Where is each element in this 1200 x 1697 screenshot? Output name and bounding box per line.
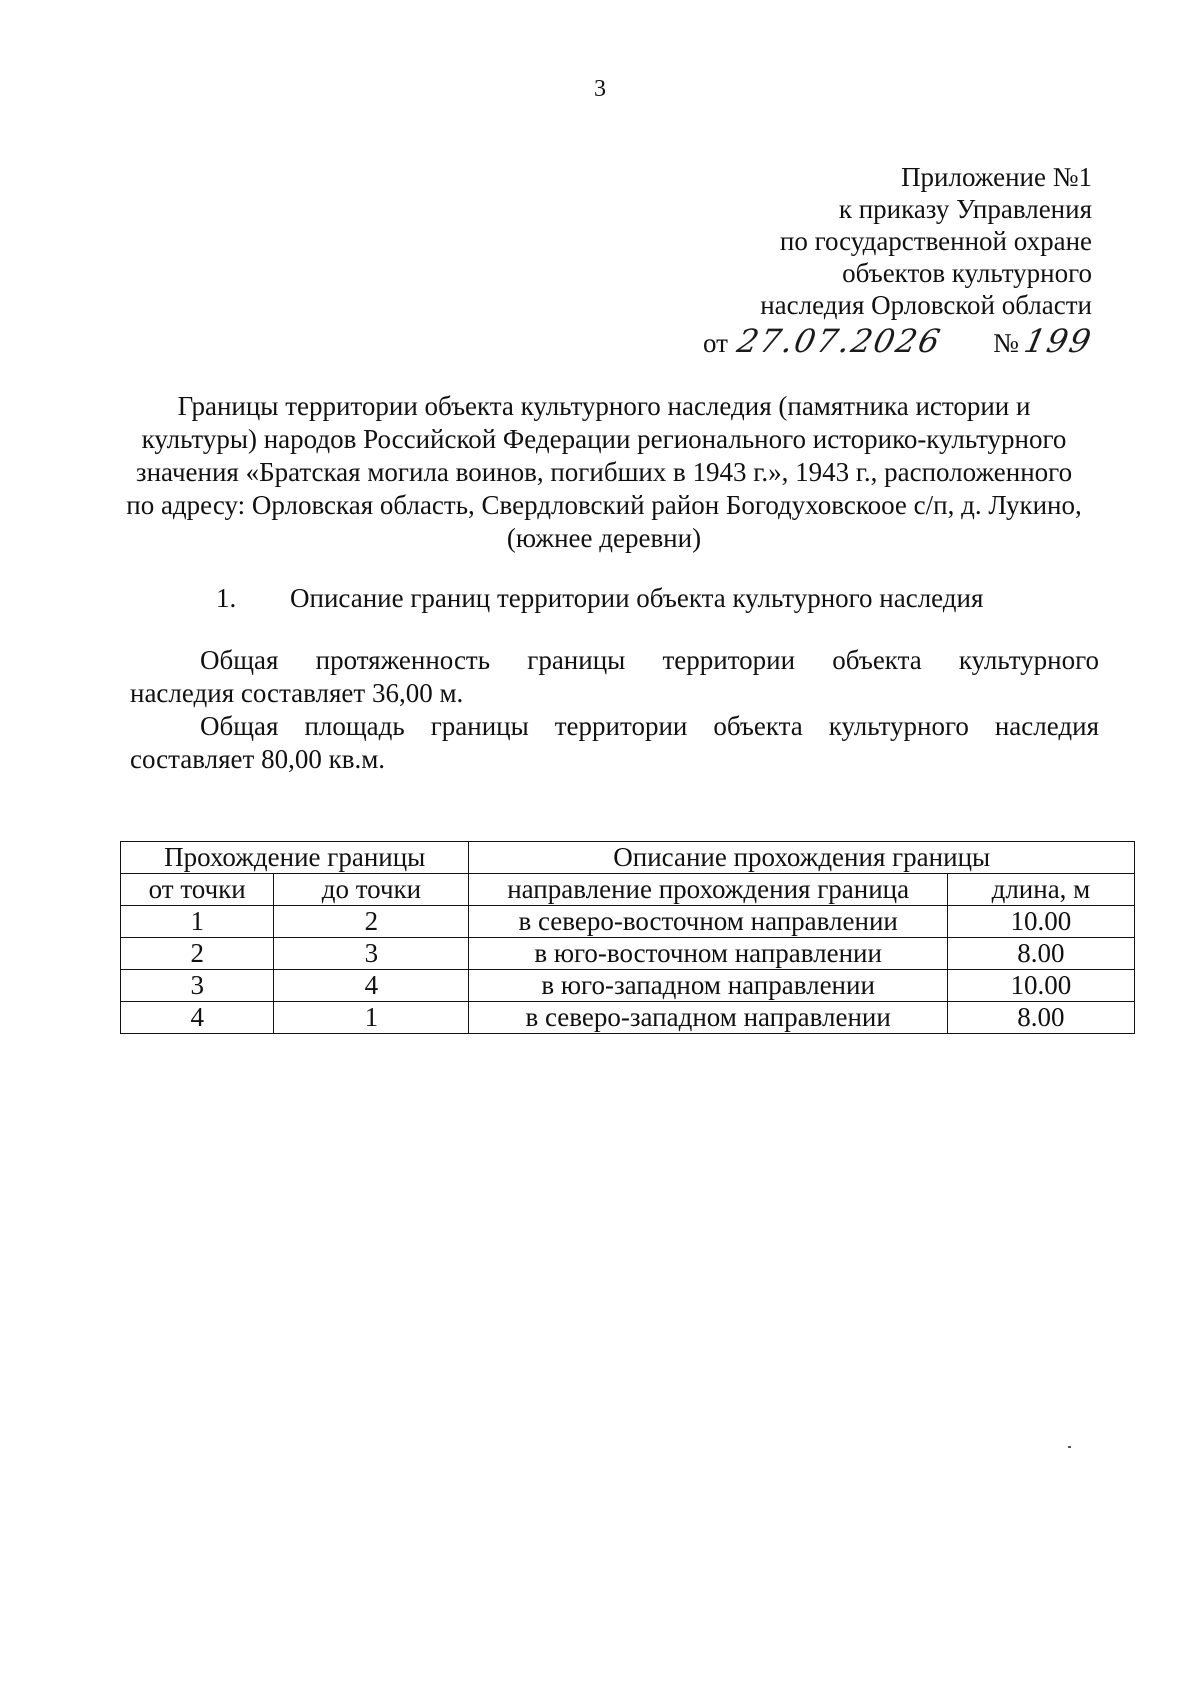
cell-from: 2 <box>121 938 274 970</box>
cell-to: 4 <box>274 970 469 1002</box>
cell-direction: в юго-восточном направлении <box>469 938 947 970</box>
appendix-line-2: к приказу Управления <box>838 194 1092 224</box>
paragraph-length-line1: Общая протяженность границы территории объекта культурного <box>200 645 1099 675</box>
appendix-line-3: по государственной охране <box>779 226 1092 256</box>
cell-length: 8.00 <box>947 1002 1134 1034</box>
cell-length: 10.00 <box>947 970 1134 1002</box>
scan-speck <box>1068 1446 1071 1448</box>
table-row <box>121 970 1135 1002</box>
page-number: 3 <box>594 76 606 102</box>
handwritten-number: 199 <box>1020 322 1097 360</box>
appendix-line-5: наследия Орловской области <box>760 290 1092 320</box>
cell-length: 10.00 <box>947 906 1134 938</box>
section-heading-text: Описание границ территории объекта культурного наследия <box>290 583 984 613</box>
table-header-row <box>121 874 1135 906</box>
cell-direction: в северо-западном направлении <box>469 1002 947 1034</box>
appendix-date-line <box>702 322 1097 360</box>
paragraph-area-line2: составляет 80,00 кв.м. <box>130 744 386 774</box>
header-direction: направление прохождения граница <box>469 874 947 906</box>
paragraph-boundary-length <box>130 644 1099 710</box>
header-to-point: до точки <box>274 874 469 906</box>
number-prefix: № <box>993 328 1019 358</box>
date-prefix: от <box>702 328 728 358</box>
boundary-table <box>120 841 1135 1034</box>
appendix-line-1: Приложение №1 <box>901 162 1092 192</box>
paragraph-boundary-area <box>130 710 1099 776</box>
handwritten-date: 27.07.2026 <box>733 322 946 360</box>
section-heading <box>216 583 983 614</box>
paragraph-length-line2: наследия составляет 36,00 м. <box>130 678 464 708</box>
cell-from: 3 <box>121 970 274 1002</box>
cell-to: 1 <box>274 1002 469 1034</box>
cell-length: 8.00 <box>947 938 1134 970</box>
group-header-passage: Прохождение границы <box>121 842 469 874</box>
table-group-header-row <box>121 842 1135 874</box>
table-row <box>121 938 1135 970</box>
group-header-description: Описание прохождения границы <box>469 842 1135 874</box>
cell-direction: в юго-западном направлении <box>469 970 947 1002</box>
header-length: длина, м <box>947 874 1134 906</box>
cell-direction: в северо-восточном направлении <box>469 906 947 938</box>
table-row <box>121 1002 1135 1034</box>
cell-from: 1 <box>121 906 274 938</box>
section-number: 1. <box>216 583 237 613</box>
document-title: Границы территории объекта культурного наследия (памятника истории и культуры) народов Российской Федерации регионального историко-культурного значения «Братская могила воинов, погибших в 1943 г.», 1943 г., расположенного по адресу: Орловская область, Свердловский район Богодуховскоое с/п, д. Лукино, (южнее деревни) <box>126 391 1082 553</box>
appendix-line-4: объектов культурного <box>842 258 1092 288</box>
cell-from: 4 <box>121 1002 274 1034</box>
cell-to: 3 <box>274 938 469 970</box>
header-from-point: от точки <box>121 874 274 906</box>
cell-to: 2 <box>274 906 469 938</box>
paragraph-area-line1: Общая площадь границы территории объекта культурного наследия <box>200 711 1099 741</box>
table-row <box>121 906 1135 938</box>
